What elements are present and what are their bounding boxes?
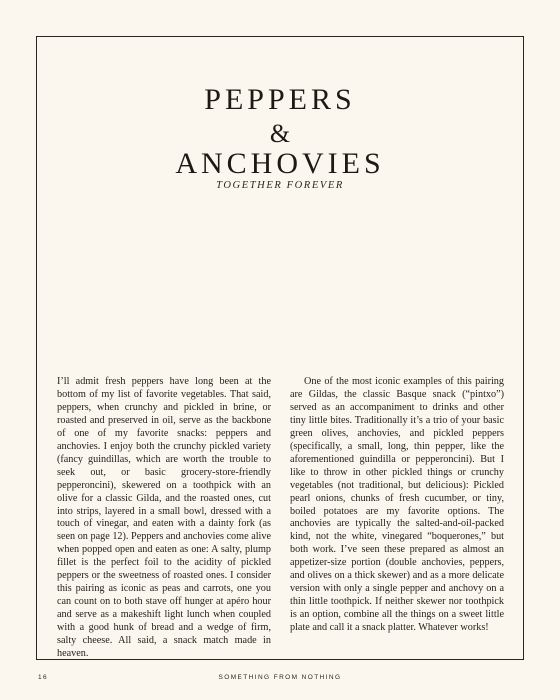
page-subtitle: TOGETHER FOREVER	[216, 180, 344, 191]
body-paragraph-1: I’ll admit fresh peppers have long been at the bottom of my list of favorite vegetables. That said, peppers, when crunchy and pickled in brine, or roasted and preserved in oil, serve as the backbone of one of my favorite snacks: peppers and anchovies. I enjoy both the crunchy pickled variety (fancy guindillas, which are worth the trouble to seek out, or basic grocery-store-friendly pepperoncini), skewered on a toothpick with an olive for a classic Gilda, and the roasted ones, cut into strips, layered in a small bowl, dressed with a touch of vinegar, and eaten with a dainty fork (as seen on page 12). Peppers and anchovies come alive when popped open and eaten as one: A salty, plump fillet is the perfect foil to the acidity of pickled peppers or the sweetness of roasted ones. I consider this pairing as iconic as peas and carrots, one you can count on to both stave off hunger at apéro hour and serve as a makeshift light lunch when coupled with a good hunk of bread and a wedge of firm, salty cheese. All said, a snack match made in heaven.	[57, 376, 271, 660]
page-number: 16	[38, 674, 49, 681]
body-column-left	[57, 376, 271, 661]
body-column-right	[290, 376, 504, 635]
page-title-line-1: PEPPERS	[204, 83, 356, 116]
page-title-ampersand: &	[269, 119, 291, 148]
body-paragraph-2: One of the most iconic examples of this pairing are Gildas, the classic Basque snack (“pintxo”) served as an accompaniment to drinks and other tiny little bites. Traditionally it’s a trio of your basic green olives, anchovies, and pickled peppers (specifically, a small, long, thin pepper, like the aforementioned guindilla or pepperoncini). But I like to throw in other pickled things or crunchy vegetables (not traditional, but delicious): Pickled pearl onions, chunks of fresh cucumber, or tiny, boiled potatoes are my favorite options. The anchovies are typically the salted-and-oil-packed kind, not the white, vinegared “boquerones,” but both work. I’ve seen these prepared as almost an appetizer-size portion (double anchovies, peppers, and olives on a thick skewer) and as a more delicate version with only a single pepper and anchovy on a thin little toothpick. If neither skewer nor toothpick is an option, combine all the things on a sweet little plate and call it a snack platter. Whatever works!	[290, 376, 504, 634]
running-footer-book-title: SOMETHING FROM NOTHING	[218, 674, 342, 681]
page-title-line-3: ANCHOVIES	[175, 147, 385, 180]
